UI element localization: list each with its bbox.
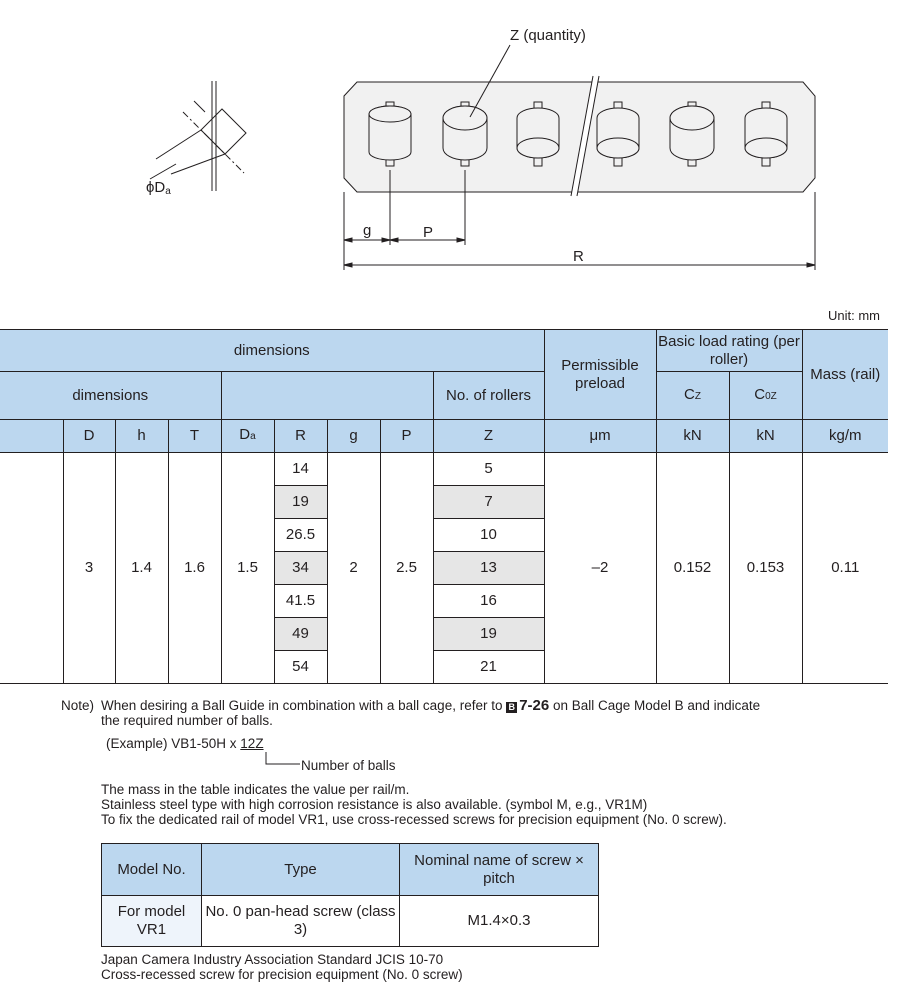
- g-label: g: [363, 222, 372, 239]
- col-blank: [0, 420, 63, 453]
- book-ref-icon: B: [506, 702, 517, 713]
- cell-coz: 0.153: [729, 453, 802, 684]
- cage-drawing: [0, 0, 900, 300]
- note-line5: To fix the dedicated rail of model VR1, use cross-recessed screws for precision equipment (No. 0 screw).: [101, 812, 727, 827]
- cell-d: 3: [63, 453, 115, 684]
- cell-p: 2.5: [380, 453, 433, 684]
- header-basic-load: Basic load rating (per roller): [656, 330, 802, 372]
- spec-table: [0, 329, 888, 684]
- col-p: P: [380, 420, 433, 453]
- cell-z: 7: [433, 486, 544, 519]
- screw-nominal: M1.4×0.3: [400, 896, 599, 947]
- cell-z: 13: [433, 552, 544, 585]
- header-coz: C0Z: [729, 372, 802, 420]
- cell-r: 34: [274, 552, 327, 585]
- note-line3: The mass in the table indicates the value per rail/m.: [101, 782, 410, 797]
- col-g: g: [327, 420, 380, 453]
- header-cz: CZ: [656, 372, 729, 420]
- col-z: Z: [433, 420, 544, 453]
- cell-z: 10: [433, 519, 544, 552]
- z-label: Z (quantity): [510, 27, 586, 44]
- col-kn1: kN: [656, 420, 729, 453]
- screw-header-nominal: Nominal name of screw × pitch: [400, 844, 599, 896]
- page-ref: 7-26: [519, 697, 550, 714]
- cell-z: 16: [433, 585, 544, 618]
- cell-cz: 0.152: [656, 453, 729, 684]
- col-da: Da: [221, 420, 274, 453]
- r-label: R: [573, 248, 584, 265]
- note-line1: When desiring a Ball Guide in combination with a ball cage, refer to B 7-26 on Ball Cage Model B and indicate: [101, 697, 761, 714]
- screw-model: For model VR1: [102, 896, 202, 947]
- cell-z: 21: [433, 651, 544, 684]
- roller: [369, 102, 411, 166]
- footer-line1: Japan Camera Industry Association Standard JCIS 10-70: [101, 952, 444, 967]
- screw-header-model: Model No.: [102, 844, 202, 896]
- note-line2: the required number of balls.: [101, 713, 273, 728]
- roller: [443, 102, 487, 166]
- col-um: μm: [544, 420, 656, 453]
- example-leader: [255, 752, 305, 772]
- cell-h: 1.4: [115, 453, 168, 684]
- cell-mass: 0.11: [802, 453, 888, 684]
- cell-da: 1.5: [221, 453, 274, 684]
- cell-z: 5: [433, 453, 544, 486]
- header-dimensions: dimensions: [0, 330, 544, 372]
- col-h: h: [115, 420, 168, 453]
- roller-side-view: [150, 81, 246, 191]
- col-r: R: [274, 420, 327, 453]
- screw-type: No. 0 pan-head screw (class 3): [202, 896, 400, 947]
- da-label: ϕDa: [146, 179, 171, 197]
- example-z: 12Z: [240, 736, 264, 751]
- p-label: P: [423, 224, 434, 241]
- cell-r: 54: [274, 651, 327, 684]
- header-blank: [221, 372, 433, 420]
- cell-t: 1.6: [168, 453, 221, 684]
- cell-r: 19: [274, 486, 327, 519]
- cell-r: 41.5: [274, 585, 327, 618]
- unit-label: Unit: mm: [828, 308, 880, 323]
- screw-table: [101, 843, 599, 947]
- screw-header-type: Type: [202, 844, 400, 896]
- example: (Example) VB1-50H x 12Z: [106, 736, 264, 751]
- cell-z: 19: [433, 618, 544, 651]
- footer-line2: Cross-recessed screw for precision equipment (No. 0 screw): [101, 967, 463, 982]
- number-of-balls: Number of balls: [301, 758, 396, 773]
- cell-g: 2: [327, 453, 380, 684]
- col-kgm: kg/m: [802, 420, 888, 453]
- note-prefix: Note): [61, 698, 95, 713]
- col-kn2: kN: [729, 420, 802, 453]
- cell-r: 14: [274, 453, 327, 486]
- cell-preload: –2: [544, 453, 656, 684]
- cell-r: 49: [274, 618, 327, 651]
- col-t: T: [168, 420, 221, 453]
- header-preload: Permissible preload: [544, 330, 656, 420]
- header-no-rollers: No. of rollers: [433, 372, 544, 420]
- cell-r: 26.5: [274, 519, 327, 552]
- note-line4: Stainless steel type with high corrosion resistance is also available. (symbol M, e.g., VR1M): [101, 797, 648, 812]
- header-sub-dimensions: dimensions: [0, 372, 221, 420]
- header-mass: Mass (rail): [802, 330, 888, 420]
- cell-blank: [0, 453, 63, 684]
- col-d: D: [63, 420, 115, 453]
- roller: [670, 102, 714, 166]
